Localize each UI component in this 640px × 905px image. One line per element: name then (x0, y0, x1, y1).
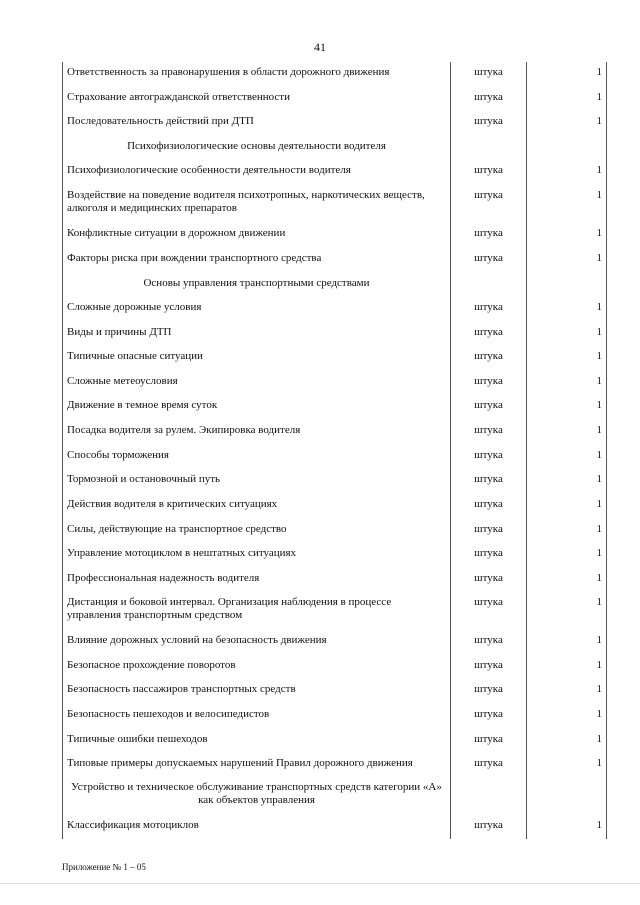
item-unit: штука (451, 160, 527, 185)
item-quantity: 1 (527, 395, 607, 420)
item-name: Классификация мотоциклов (63, 815, 451, 839)
table-row (63, 62, 607, 87)
item-name: Типичные опасные ситуации (63, 346, 451, 371)
item-quantity: 1 (527, 371, 607, 395)
item-unit: штука (451, 655, 527, 679)
item-quantity: 1 (527, 111, 607, 136)
table-row (63, 185, 607, 223)
item-unit: штука (451, 395, 527, 420)
item-name: Страхование автогражданской ответственности (63, 87, 451, 111)
item-unit: штука (451, 87, 527, 111)
item-quantity: 1 (527, 729, 607, 753)
section-row (63, 777, 607, 815)
item-unit: штука (451, 62, 527, 87)
section-row (63, 136, 607, 160)
table-row (63, 248, 607, 273)
item-name: Сложные дорожные условия (63, 297, 451, 322)
scan-edge-line (0, 883, 640, 884)
equipment-table (62, 62, 607, 839)
item-quantity: 1 (527, 62, 607, 87)
table-row (63, 655, 607, 679)
item-name: Тормозной и остановочный путь (63, 469, 451, 494)
empty-cell (527, 273, 607, 297)
item-name: Безопасность пассажиров транспортных средств (63, 679, 451, 704)
table-row (63, 297, 607, 322)
item-quantity: 1 (527, 445, 607, 469)
item-quantity: 1 (527, 494, 607, 519)
item-name: Воздействие на поведение водителя психотропных, наркотических веществ, алкоголя и медицинских препаратов (63, 185, 451, 223)
table-row (63, 592, 607, 630)
item-quantity: 1 (527, 815, 607, 839)
item-quantity: 1 (527, 753, 607, 777)
item-unit: штука (451, 371, 527, 395)
item-unit: штука (451, 815, 527, 839)
item-name: Типичные ошибки пешеходов (63, 729, 451, 753)
item-name: Влияние дорожных условий на безопасность движения (63, 630, 451, 655)
item-unit: штука (451, 223, 527, 248)
item-quantity: 1 (527, 248, 607, 273)
table-body (63, 62, 607, 839)
footer-note: Приложение № 1 – 05 (62, 862, 146, 872)
item-quantity: 1 (527, 322, 607, 346)
item-quantity: 1 (527, 630, 607, 655)
table-row (63, 494, 607, 519)
item-name: Конфликтные ситуации в дорожном движении (63, 223, 451, 248)
item-quantity: 1 (527, 160, 607, 185)
section-row (63, 273, 607, 297)
table-row (63, 543, 607, 568)
item-quantity: 1 (527, 297, 607, 322)
empty-cell (527, 777, 607, 815)
table-row (63, 445, 607, 469)
item-unit: штука (451, 297, 527, 322)
table-row (63, 346, 607, 371)
item-unit: штука (451, 519, 527, 543)
item-quantity: 1 (527, 223, 607, 248)
item-unit: штука (451, 704, 527, 729)
item-name: Управление мотоциклом в нештатных ситуациях (63, 543, 451, 568)
item-name: Действия водителя в критических ситуациях (63, 494, 451, 519)
item-name: Безопасность пешеходов и велосипедистов (63, 704, 451, 729)
item-quantity: 1 (527, 568, 607, 592)
item-name: Посадка водителя за рулем. Экипировка водителя (63, 420, 451, 445)
item-name: Факторы риска при вождении транспортного средства (63, 248, 451, 273)
item-unit: штука (451, 630, 527, 655)
item-name: Силы, действующие на транспортное средство (63, 519, 451, 543)
item-unit: штука (451, 753, 527, 777)
item-quantity: 1 (527, 519, 607, 543)
empty-cell (451, 136, 527, 160)
item-unit: штука (451, 469, 527, 494)
table-row (63, 729, 607, 753)
table-row (63, 371, 607, 395)
empty-cell (451, 273, 527, 297)
section-title: Психофизиологические основы деятельности водителя (63, 136, 451, 160)
page-number: 41 (314, 40, 326, 54)
item-quantity: 1 (527, 346, 607, 371)
item-unit: штука (451, 322, 527, 346)
item-unit: штука (451, 185, 527, 223)
item-unit: штука (451, 592, 527, 630)
table-row (63, 322, 607, 346)
table-row (63, 815, 607, 839)
table-row (63, 111, 607, 136)
item-unit: штука (451, 346, 527, 371)
item-unit: штука (451, 543, 527, 568)
table-row (63, 160, 607, 185)
item-name: Дистанция и боковой интервал. Организация наблюдения в процессе управления транспортным средством (63, 592, 451, 630)
table-row (63, 469, 607, 494)
item-quantity: 1 (527, 592, 607, 630)
item-name: Безопасное прохождение поворотов (63, 655, 451, 679)
item-unit: штука (451, 494, 527, 519)
table-row (63, 679, 607, 704)
empty-cell (527, 136, 607, 160)
item-quantity: 1 (527, 469, 607, 494)
empty-cell (451, 777, 527, 815)
item-unit: штука (451, 729, 527, 753)
item-quantity: 1 (527, 185, 607, 223)
item-quantity: 1 (527, 420, 607, 445)
item-unit: штука (451, 445, 527, 469)
item-unit: штука (451, 679, 527, 704)
item-name: Ответственность за правонарушения в области дорожного движения (63, 62, 451, 87)
table-row (63, 519, 607, 543)
item-quantity: 1 (527, 704, 607, 729)
item-name: Психофизиологические особенности деятельности водителя (63, 160, 451, 185)
item-name: Виды и причины ДТП (63, 322, 451, 346)
table-row (63, 87, 607, 111)
item-name: Типовые примеры допускаемых нарушений Правил дорожного движения (63, 753, 451, 777)
table-row (63, 630, 607, 655)
item-name: Профессиональная надежность водителя (63, 568, 451, 592)
item-unit: штука (451, 568, 527, 592)
item-quantity: 1 (527, 87, 607, 111)
item-quantity: 1 (527, 679, 607, 704)
item-quantity: 1 (527, 543, 607, 568)
item-unit: штука (451, 248, 527, 273)
item-quantity: 1 (527, 655, 607, 679)
item-name: Движение в темное время суток (63, 395, 451, 420)
section-title: Основы управления транспортными средствами (63, 273, 451, 297)
item-unit: штука (451, 111, 527, 136)
table-row (63, 568, 607, 592)
table-row (63, 395, 607, 420)
table-row (63, 420, 607, 445)
table-row (63, 223, 607, 248)
section-title: Устройство и техническое обслуживание транспортных средств категории «А» как объектов управления (63, 777, 451, 815)
item-name: Сложные метеоусловия (63, 371, 451, 395)
item-name: Способы торможения (63, 445, 451, 469)
table-row (63, 753, 607, 777)
item-name: Последовательность действий при ДТП (63, 111, 451, 136)
item-unit: штука (451, 420, 527, 445)
table-row (63, 704, 607, 729)
